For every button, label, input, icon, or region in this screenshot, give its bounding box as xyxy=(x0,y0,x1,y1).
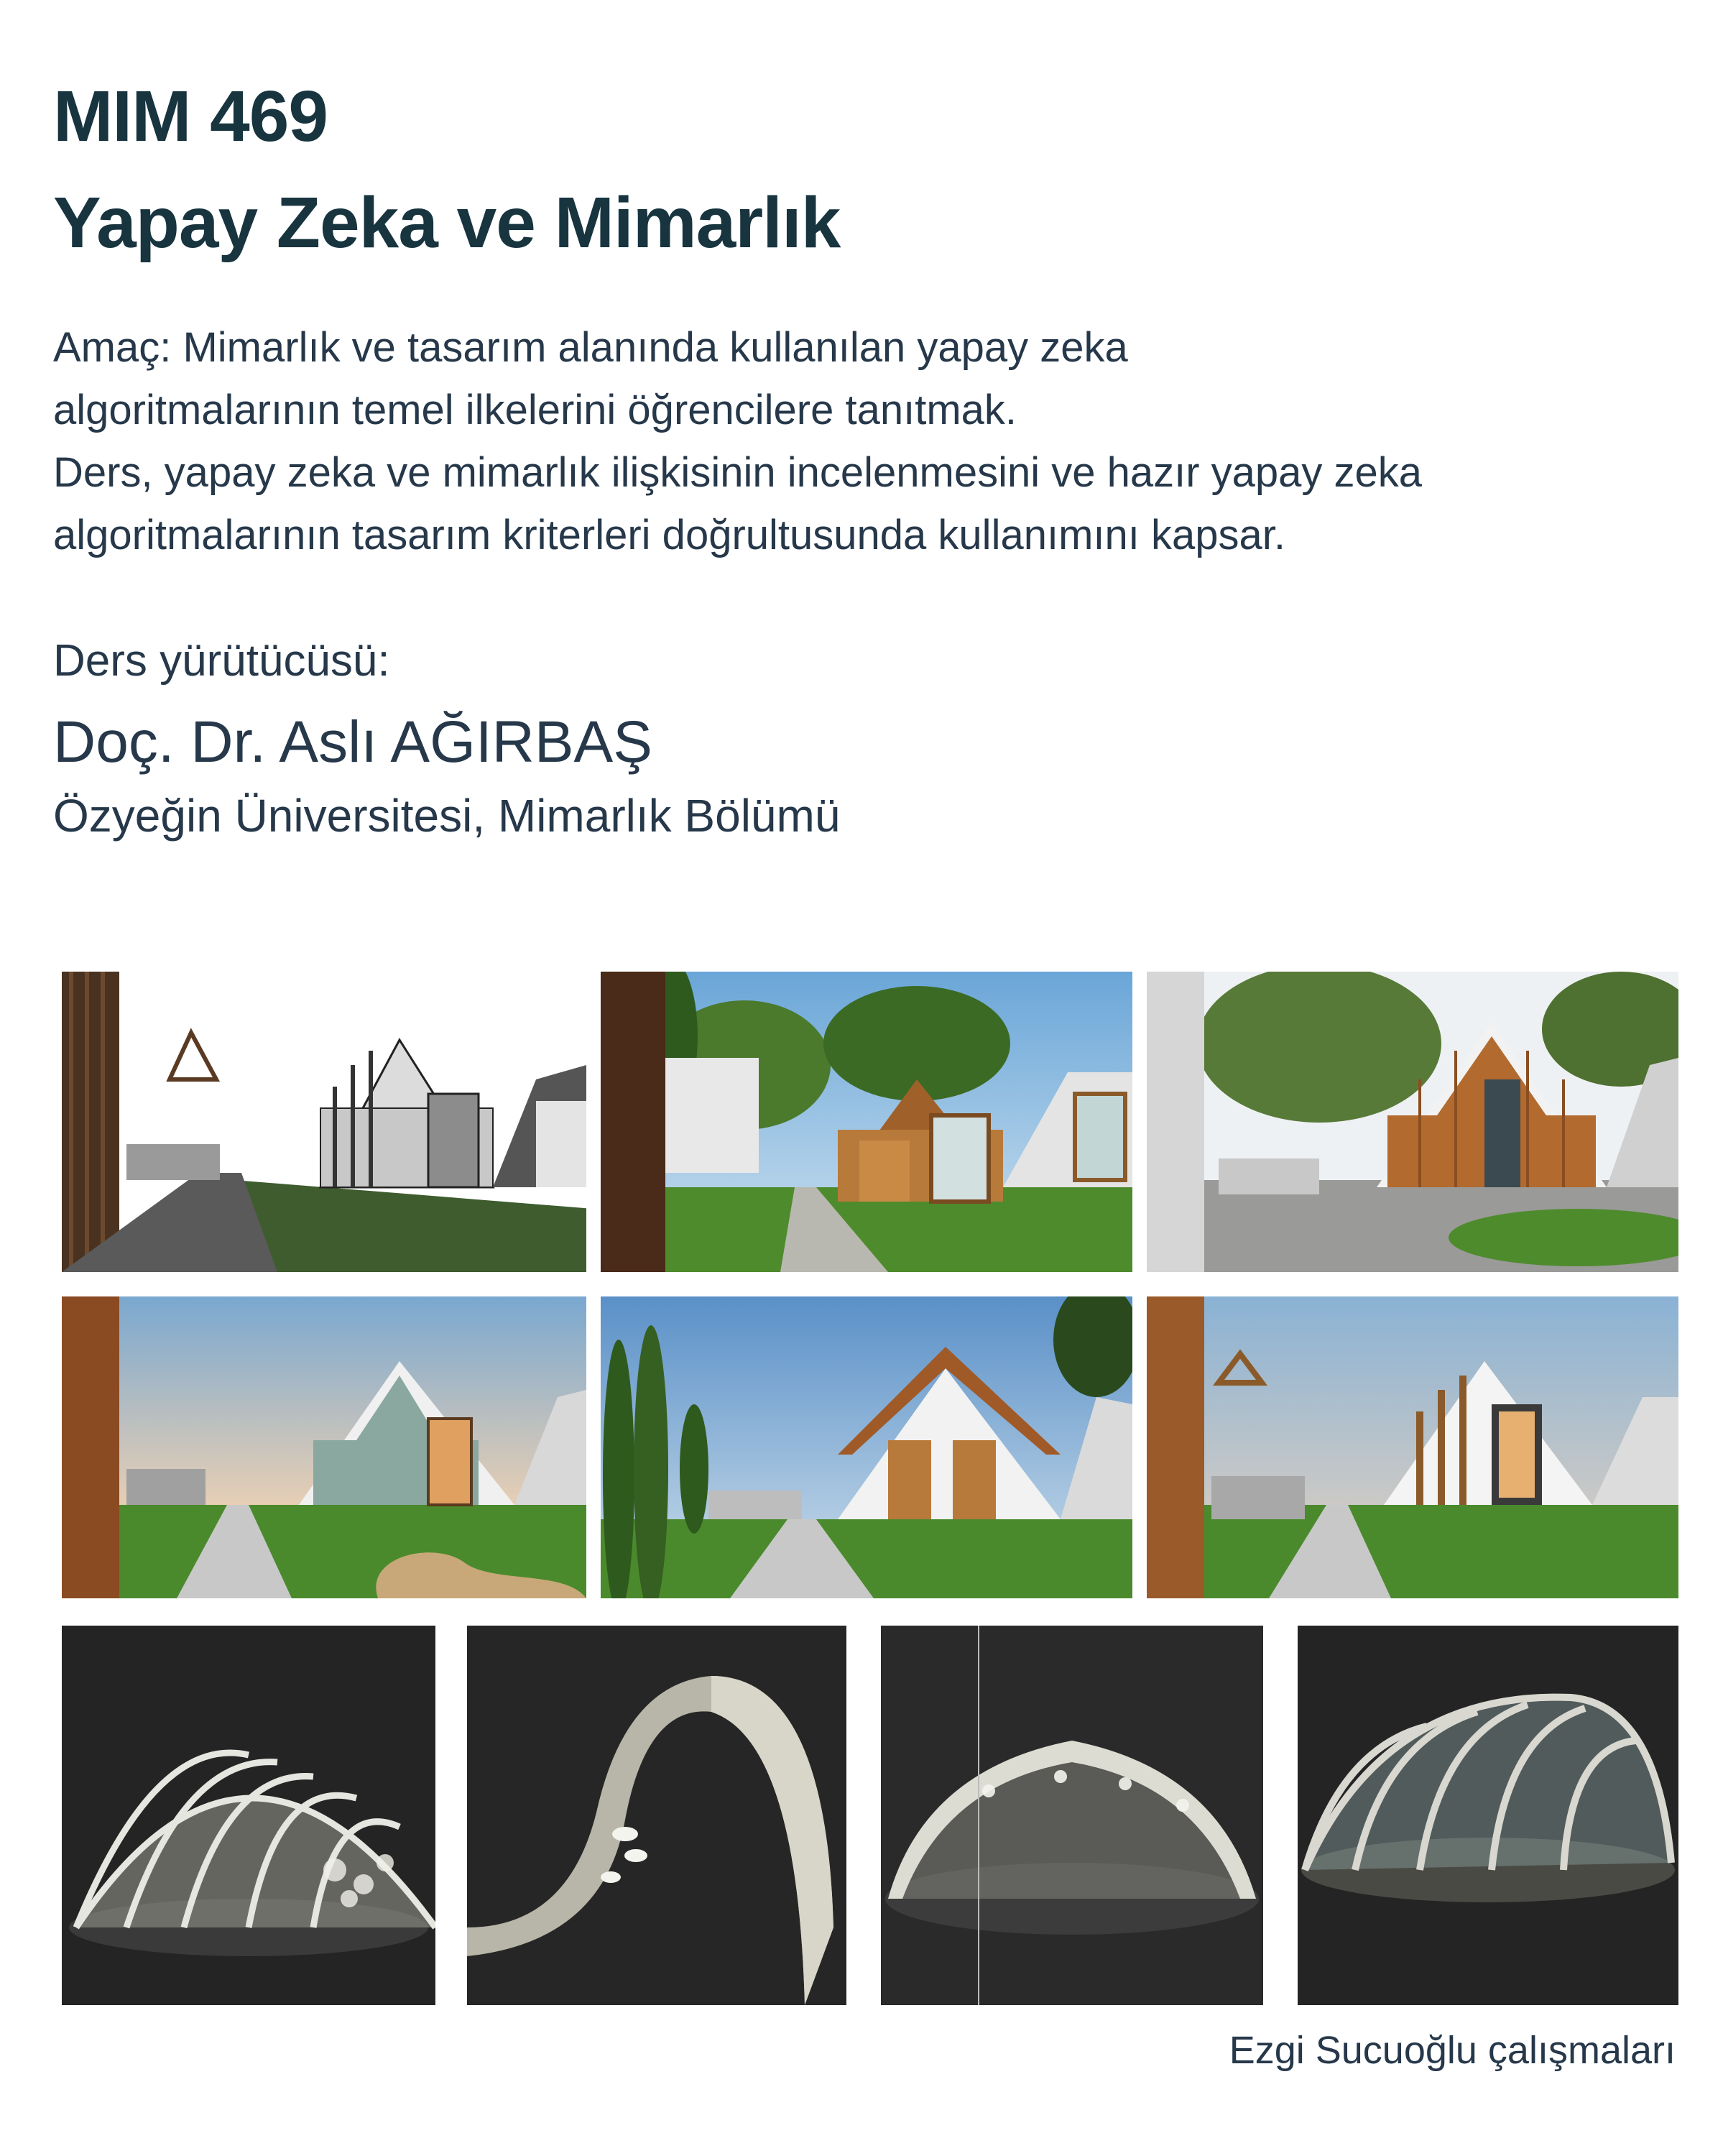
description-line: algoritmalarının temel ilkelerini öğrencilere tanıtmak. xyxy=(53,387,1017,433)
credit: Ezgi Sucuoğlu çalışmaları xyxy=(1229,2029,1676,2072)
instructor-affiliation: Özyeğin Üniversitesi, Mimarlık Bölümü xyxy=(53,790,841,842)
course-description xyxy=(53,316,1677,566)
house-sketch-render xyxy=(62,972,586,1272)
pavilion-curved-shell xyxy=(467,1626,846,2005)
pavilion-glass-vault xyxy=(1298,1626,1678,2005)
house-render-sunset xyxy=(62,1296,586,1598)
page-title xyxy=(53,63,840,276)
instructor-label: Ders yürütücüsü: xyxy=(53,636,390,686)
pavilion-arched-canopy xyxy=(881,1626,1263,2005)
house-render-trees xyxy=(601,972,1132,1272)
course-code: MIM 469 xyxy=(53,76,328,157)
pavilion-dome-ribs xyxy=(62,1626,435,2005)
house-render-wood-facade xyxy=(1147,972,1678,1272)
house-render-cypress xyxy=(601,1296,1132,1598)
description-line: Ders, yapay zeka ve mimarlık ilişkisinin incelenmesini ve hazır yapay zeka xyxy=(53,449,1423,496)
course-title: Yapay Zeka ve Mimarlık xyxy=(53,183,841,263)
instructor-name: Doç. Dr. Aslı AĞIRBAŞ xyxy=(53,709,652,775)
house-render-fins xyxy=(1147,1296,1678,1598)
description-line: Amaç: Mimarlık ve tasarım alanında kullanılan yapay zeka xyxy=(53,324,1128,371)
description-line: algoritmalarının tasarım kriterleri doğrultusunda kullanımını kapsar. xyxy=(53,512,1285,558)
